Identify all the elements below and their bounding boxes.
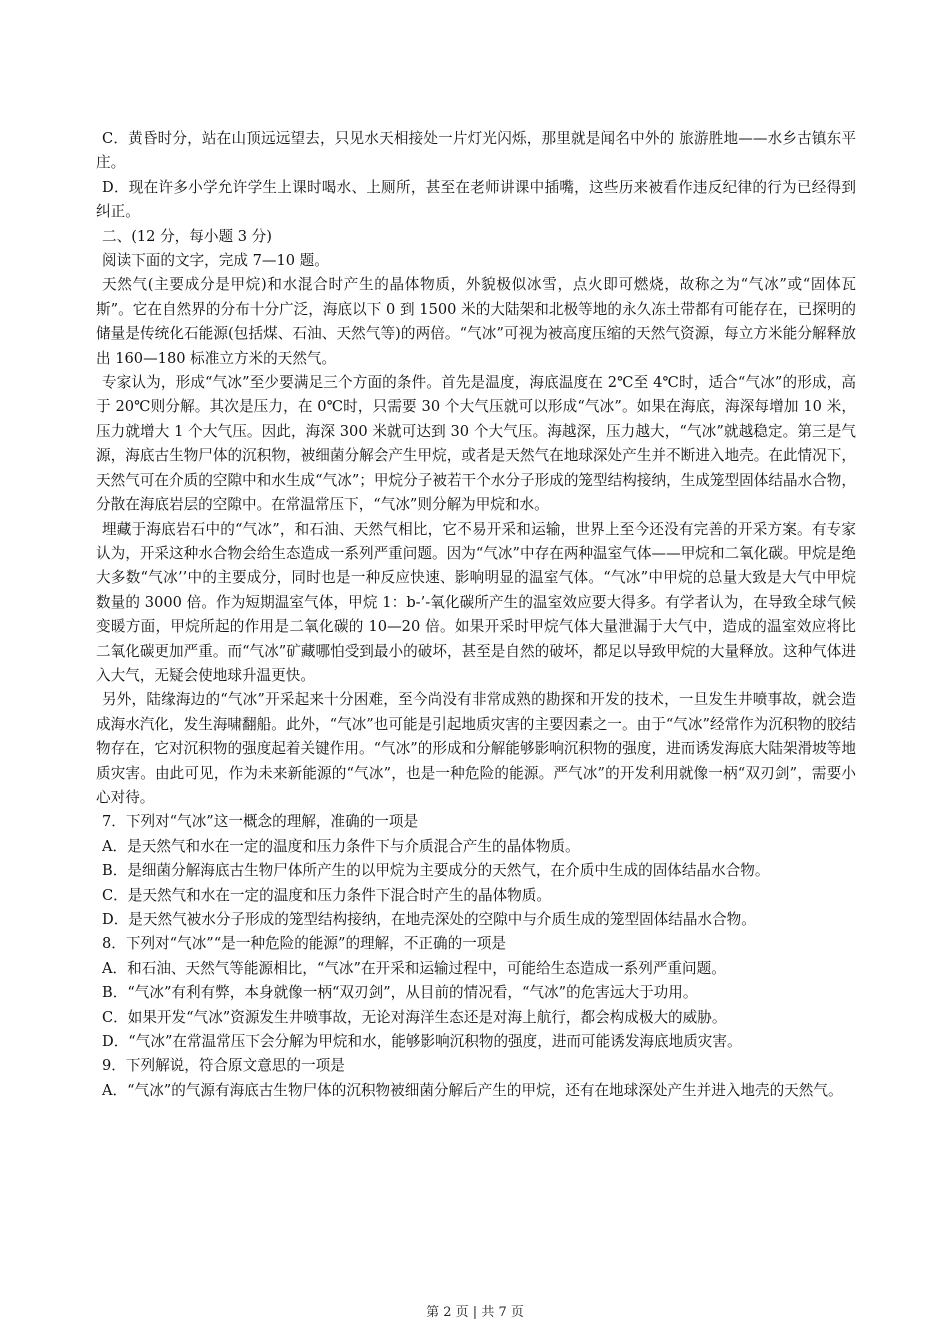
option-c-previous-question: C．黄昏时分，站在山顶远远望去，只见水天相接处一片灯光闪烁，那里就是闻名中外的 旅游胜地——水乡古镇东平庄。 [96, 130, 856, 172]
passage-paragraph-2: 专家认为，形成“气冰”至少要满足三个方面的条件。首先是温度，海底温度在 2℃至 4℃时，适合“气冰”的形成，高于 20℃则分解。其次是压力，在 0℃时，只需要 30 个大气压就可以形成“气冰”。如果在海底，海深每增加 10 米，压力就增大 1 个大气压。因此，海深 300 米就可达到 30 个大气压。海越深，压力越大，“气冰”就越稳定。第三是气源，海底古生物尸体的沉积物，被细菌分解会产生甲烷，或者是天然气在地球深处产生并不断进入地壳。在此情况下，天然气可在介质的空隙中和水生成“气冰”；甲烷分子被若干个水分子形成的笼型结构接纳，生成笼型固体结晶水合物，分散在海底岩层的空隙中。在常温常压下，“气冰”则分解为甲烷和水。 [96, 374, 856, 514]
section-heading: 二、(12 分，每小题 3 分) [102, 227, 272, 245]
page-footer: 第 2 页 | 共 7 页 [426, 1305, 524, 1320]
question-9-option-a: A．“气冰”的气源有海底古生物尸体的沉积物被细菌分解后产生的甲烷，还有在地球深处产生并进入地壳的天然气。 [102, 1081, 843, 1099]
question-7: 7．下列对“气冰”这一概念的理解，准确的一项是 [102, 813, 419, 831]
question-9: 9．下列解说，符合原文意思的一项是 [102, 1057, 345, 1075]
passage-paragraph-4: 另外，陆缘海边的“气冰”开采起来十分困难，至今尚没有非常成熟的勘探和开发的技术，一旦发生井喷事故，就会造成海水汽化，发生海啸翻船。此外，“气冰”也可能是引起地质灾害的主要因素之一。由于“气冰”经常作为沉积物的胶结物存在，它对沉积物的强度起着关键作用。“气冰”的形成和分解能够影响沉积物的强度，进而诱发海底大陆架滑坡等地质灾害。由此可见，作为未来新能源的“气冰”，也是一种危险的能源。严气冰”的开发利用就像一柄“双刃剑”，需要小心对待。 [96, 691, 856, 806]
question-7-option-c: C．是天然气和水在一定的温度和压力条件下混合时产生的晶体物质。 [102, 886, 551, 904]
document-body [96, 127, 856, 1103]
option-d-previous-question: D．现在许多小学允许学生上课时喝水、上厕所，甚至在老师讲课中插嘴，这些历来被看作违反纪律的行为已经得到纠正。 [96, 178, 856, 221]
passage-paragraph-1: 天然气(主要成分是甲烷)和水混合时产生的晶体物质，外貌极似冰雪，点火即可燃烧，故称之为“气冰”或“固体瓦斯”。它在自然界的分布十分广泛，海底以下 0 到 1500 米的大陆架和北极等地的永久冻土带都有可能存在，已探明的储量是传统化石能源(包括煤、石油、天然气等)的两倍。“气冰”可视为被高度压缩的天然气资源，每立方米能分解释放出 160—180 标准立方米的天然气。 [96, 276, 856, 367]
question-8-option-b: B．“气冰”有利有弊，本身就像一柄“双刃剑”，从目前的情况看，“气冰”的危害远大于功用。 [102, 984, 698, 1002]
question-8-option-d: D．“气冰”在常温常压下会分解为甲烷和水，能够影响沉积物的强度，进而可能诱发海底地质灾害。 [102, 1033, 742, 1051]
reading-instruction: 阅读下面的文字，完成 7—10 题。 [102, 252, 329, 270]
question-8: 8．下列对“气冰”“是一种危险的能源”的理解，不正确的一项是 [102, 935, 506, 953]
question-7-option-b: B．是细菌分解海底古生物尸体所产生的以甲烷为主要成分的天然气，在介质中生成的固体结晶水合物。 [102, 862, 770, 880]
question-7-option-a: A．是天然气和水在一定的温度和压力条件下与介质混合产生的晶体物质。 [102, 837, 580, 855]
question-8-option-c: C．如果开发“气冰”资源发生井喷事故，无论对海洋生态还是对海上航行，都会构成极大的威胁。 [102, 1008, 727, 1026]
passage-paragraph-3: 埋藏于海底岩石中的“气冰”，和石油、天然气相比，它不易开采和运输，世界上至今还没有完善的开采方案。有专家认为，开采这种水合物会给生态造成一系列严重问题。因为“气冰”中存在两种温室气体——甲烷和二氧化碳。甲烷是绝大多数“气冰’’中的主要成分，同时也是一种反应快速、影响明显的温室气体。“气冰”中甲烷的总量大致是大气中甲烷数量的 3000 倍。作为短期温室气体，甲烷 1：b-’-氧化碳所产生的温室效应要大得多。有学者认为，在导致全球气候变暖方面，甲烷所起的作用是二氧化碳的 10—20 倍。如果开采时甲烷气体大量泄漏于大气中，造成的温室效应将比二氧化碳更加严重。而“气冰”矿藏哪怕受到最小的破坏，甚至是自然的破坏，都足以导致甲烷的大量释放。这种气体进入大气，无疑会使地球升温更快。 [96, 520, 856, 684]
question-8-option-a: A．和石油、天然气等能源相比，“气冰”在开采和运输过程中，可能给生态造成一系列严重问题。 [102, 959, 726, 977]
question-7-option-d: D．是天然气被水分子形成的笼型结构接纳，在地壳深处的空隙中与介质生成的笼型固体结晶水合物。 [102, 911, 756, 928]
